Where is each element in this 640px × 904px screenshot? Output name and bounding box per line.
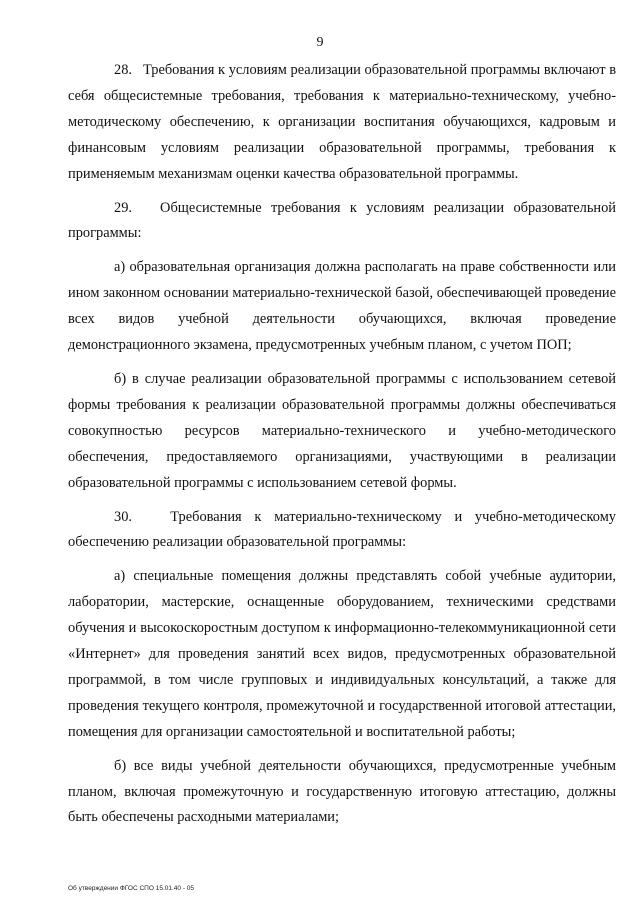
paragraph-28: 28. Требования к условиям реализации образовательной программы включают в себя общесистемные требования, требования к материально-техническому, учебно-методическому обеспечению, к организации воспитания обучающихся, кадровым и финансовым условиям реализации образовательной программы, требования к применяемым механизмам оценки качества образовательной программы. <box>68 62 616 182</box>
paragraph-29-b: б) в случае реализации образовательной программы с использованием сетевой формы требования к реализации образовательной программы должны обеспечиваться совокупностью ресурсов материально-технического и учебно-методического обеспечения, предоставляемого организациями, участвующими в реализации образовательной программы с использованием сетевой формы. <box>68 370 616 491</box>
paragraph-30-b: б) все виды учебной деятельности обучающихся, предусмотренные учебным планом, включая промежуточную и государственную итоговую аттестацию, должны быть обеспечены расходными материалами; <box>68 757 616 826</box>
paragraph-29-a: а) образовательная организация должна располагать на праве собственности или ином законном основании материально-технической базой, обеспечивающей проведение всех видов учебной деятельности обучающихся, включая проведение демонстрационного экзамена, предусмотренных учебным планом, с учетом ПОП; <box>68 259 616 354</box>
document-body <box>68 58 616 831</box>
paragraph-30-a: а) специальные помещения должны представлять собой учебные аудитории, лаборатории, мастерские, оснащенные оборудованием, техническими средствами обучения и высокоскоростным доступом к информационно-телекоммуникационной сети «Интернет» для проведения занятий всех видов, предусмотренных образовательной программой, в том числе групповых и индивидуальных консультаций, а также для проведения текущего контроля, промежуточной и государственной итоговой аттестации, помещения для организации самостоятельной и воспитательной работы; <box>68 568 616 740</box>
paragraph-29: 29. Общесистемные требования к условиям реализации образовательной программы: <box>68 199 616 242</box>
paragraph-30: 30. Требования к материально-техническому и учебно-методическому обеспечению реализации образовательной программы: <box>68 508 616 551</box>
page-number: 9 <box>316 35 324 50</box>
footer-caption: Об утверждении ФГОС СПО 15.01.40 - 05 <box>68 885 195 892</box>
